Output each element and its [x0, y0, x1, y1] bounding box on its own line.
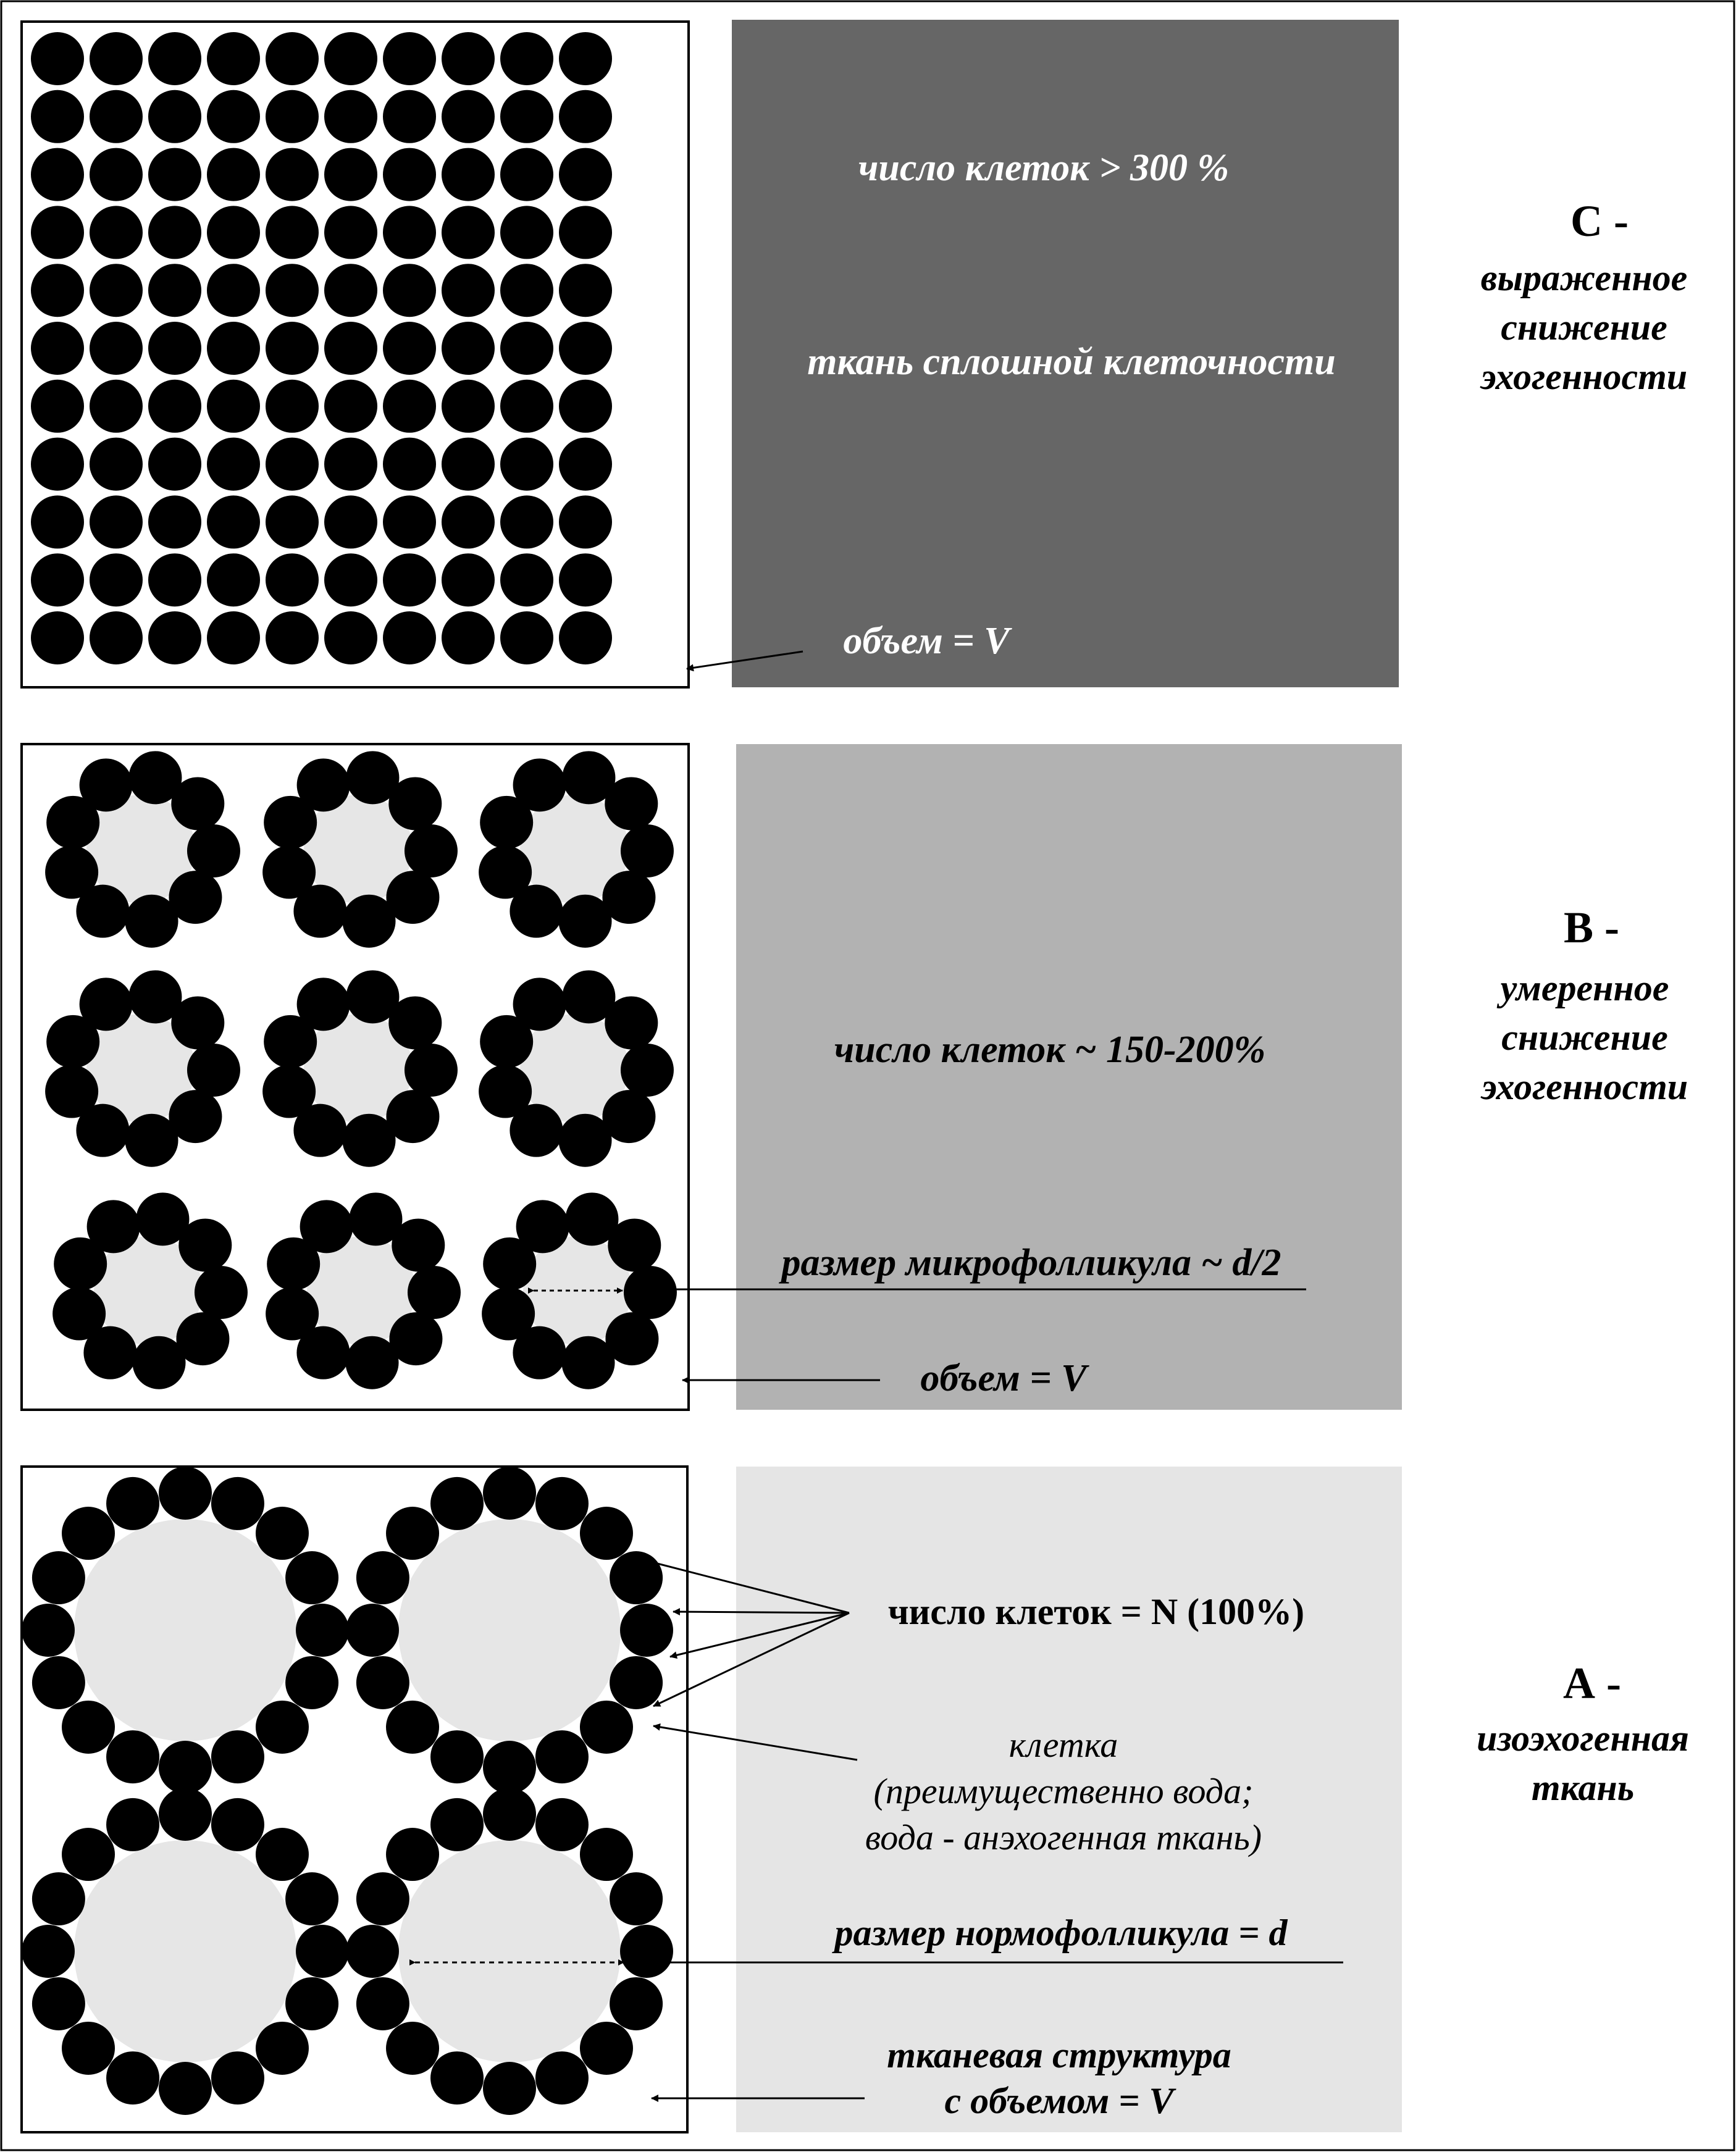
cell [159, 2062, 212, 2115]
cell [346, 1604, 399, 1657]
cell [610, 1656, 663, 1709]
cell [266, 322, 319, 375]
panel-a-cell-count: число клеток = N (100%) [887, 1591, 1305, 1632]
cell [430, 1798, 484, 1851]
cell [22, 1604, 75, 1657]
cell [297, 758, 350, 811]
cell [535, 1798, 589, 1851]
cell [207, 495, 260, 548]
panel-b-volume: объем = V [920, 1357, 1087, 1399]
cell [405, 824, 458, 877]
cell [442, 611, 495, 664]
cell [90, 380, 143, 433]
panel-b-label-box [736, 744, 1402, 1410]
cell [620, 1604, 673, 1657]
cell [559, 322, 612, 375]
cell [32, 1551, 85, 1604]
cell [211, 1798, 264, 1851]
cell [148, 322, 201, 375]
cell [207, 90, 260, 143]
cell [90, 495, 143, 548]
cell [45, 846, 98, 899]
cell [285, 1551, 338, 1604]
cell [383, 438, 436, 491]
cell [356, 1551, 409, 1604]
cell [610, 1977, 663, 2030]
cell [207, 32, 260, 85]
cell [430, 1730, 484, 1783]
cell [211, 1730, 264, 1783]
panel-b-size: размер микрофолликула ~ d/2 [781, 1242, 1281, 1284]
cell [442, 495, 495, 548]
panel-c-desc-1: выраженное [1480, 257, 1688, 298]
cell [324, 438, 377, 491]
cell [32, 1872, 85, 1925]
cell [324, 206, 377, 259]
cell [31, 90, 84, 143]
cell [386, 1507, 439, 1560]
cell [559, 264, 612, 317]
cell [405, 1044, 458, 1097]
cell [559, 438, 612, 491]
cell [31, 148, 84, 201]
colloid [74, 1519, 296, 1741]
cell [266, 90, 319, 143]
cell [386, 1828, 439, 1881]
cell [559, 495, 612, 548]
panel-a-cell-note-3: вода - анэхогенная ткань) [865, 1817, 1262, 1857]
cell [621, 824, 674, 877]
cell [559, 148, 612, 201]
cell [125, 1114, 178, 1167]
panel-b-microfollicles [45, 751, 677, 1389]
cell [500, 264, 553, 317]
cell [482, 1287, 535, 1341]
cell [442, 380, 495, 433]
cell [62, 2022, 115, 2075]
cell [178, 1218, 232, 1271]
cell [148, 495, 201, 548]
cell [605, 777, 658, 830]
cell [187, 1044, 240, 1097]
cell [90, 148, 143, 201]
cell [148, 380, 201, 433]
panel-a-size: размер нормофолликула = d [834, 1912, 1288, 1953]
panel-c-tissue: ткань сплошной клеточности [807, 341, 1336, 383]
cell [90, 553, 143, 606]
cell [32, 1977, 85, 2030]
cell [608, 1218, 661, 1271]
cell [148, 553, 201, 606]
panel-b-letter: В - [1564, 903, 1619, 952]
cell [580, 1701, 633, 1754]
cell [620, 1925, 673, 1978]
cell [133, 1336, 186, 1389]
cell [90, 206, 143, 259]
panel-a-structure-1: тканевая структура [887, 2035, 1231, 2075]
cell [266, 495, 319, 548]
panel-c-desc-2: снижение [1501, 307, 1667, 348]
cell [559, 895, 612, 948]
cell [171, 777, 224, 830]
cell [500, 322, 553, 375]
cell [207, 553, 260, 606]
cell [31, 32, 84, 85]
cell [62, 1828, 115, 1881]
cell [483, 2062, 536, 2115]
cell [430, 1477, 484, 1530]
panel-b-desc-3: эхогенности [1481, 1066, 1688, 1107]
cell [300, 1200, 353, 1253]
cell [159, 1741, 212, 1794]
cell [62, 1701, 115, 1754]
cell [285, 1977, 338, 2030]
cell [442, 206, 495, 259]
cell [383, 322, 436, 375]
cell [256, 1507, 309, 1560]
cell [500, 148, 553, 201]
cell [343, 895, 396, 948]
cell [266, 611, 319, 664]
cell [171, 996, 224, 1049]
cell [559, 553, 612, 606]
cell [148, 148, 201, 201]
cell [605, 996, 658, 1049]
cell [45, 1065, 98, 1118]
cell [297, 978, 350, 1031]
cell [479, 846, 532, 899]
cell [442, 32, 495, 85]
cell [22, 1925, 75, 1978]
cell [211, 2051, 264, 2104]
cell [383, 495, 436, 548]
cell [383, 380, 436, 433]
cell [559, 90, 612, 143]
cell [148, 32, 201, 85]
cell [580, 1507, 633, 1560]
cell [483, 1467, 536, 1520]
cell [256, 1701, 309, 1754]
cell [266, 264, 319, 317]
cell [383, 32, 436, 85]
cell [383, 611, 436, 664]
cell [31, 206, 84, 259]
cell [388, 777, 442, 830]
cell [324, 322, 377, 375]
cell [256, 1828, 309, 1881]
cell [90, 90, 143, 143]
cell [559, 1114, 612, 1167]
cell [559, 380, 612, 433]
cell [256, 2022, 309, 2075]
cell [580, 2022, 633, 2075]
cell [148, 264, 201, 317]
cell [148, 206, 201, 259]
cell [559, 611, 612, 664]
cell [392, 1218, 445, 1271]
cell [408, 1266, 461, 1319]
cell [386, 2022, 439, 2075]
cell [500, 553, 553, 606]
cell [442, 90, 495, 143]
cell [500, 380, 553, 433]
cell [343, 1114, 396, 1167]
cell [285, 1872, 338, 1925]
panel-b-desc-1: умеренное [1500, 968, 1669, 1008]
cell [125, 895, 178, 948]
panel-b-desc-2: снижение [1501, 1017, 1668, 1058]
cell [187, 824, 240, 877]
cell [106, 2051, 159, 2104]
cell [559, 32, 612, 85]
cell [324, 495, 377, 548]
cell [383, 264, 436, 317]
cell [479, 1065, 532, 1118]
cell [442, 553, 495, 606]
cell [324, 264, 377, 317]
cell [262, 846, 316, 899]
panel-a-cell-note-2: (преимущественно вода; [873, 1771, 1254, 1811]
cell [621, 1044, 674, 1097]
cell [148, 438, 201, 491]
cell [207, 322, 260, 375]
cell [80, 758, 133, 811]
cell [207, 380, 260, 433]
cell [90, 438, 143, 491]
cell [500, 611, 553, 664]
cell [500, 495, 553, 548]
cell [356, 1977, 409, 2030]
cell [266, 148, 319, 201]
cell [610, 1872, 663, 1925]
cell [90, 264, 143, 317]
cell [207, 148, 260, 201]
cell [430, 2051, 484, 2104]
cell [207, 264, 260, 317]
cell [442, 148, 495, 201]
panel-a-desc-1: изоэхогенная [1477, 1718, 1689, 1759]
cell [383, 148, 436, 201]
cell [513, 758, 566, 811]
cell [296, 1604, 349, 1657]
cell [266, 32, 319, 85]
cell-pointer-2 [673, 1612, 849, 1613]
cell [346, 1336, 399, 1389]
cell [356, 1872, 409, 1925]
cell [383, 553, 436, 606]
cell [106, 1798, 159, 1851]
cell [442, 264, 495, 317]
cell [535, 1730, 589, 1783]
cell [62, 1507, 115, 1560]
panel-a-letter: А - [1563, 1659, 1621, 1708]
cell [324, 611, 377, 664]
panel-a-structure-2: с объемом = V [944, 2080, 1174, 2121]
cell [52, 1287, 106, 1341]
panel-c-volume: объем = V [843, 620, 1010, 662]
cell [500, 90, 553, 143]
cell [346, 1925, 399, 1978]
cell [535, 1477, 589, 1530]
cell [324, 380, 377, 433]
cell [500, 32, 553, 85]
cell [31, 611, 84, 664]
cell [207, 206, 260, 259]
cell [148, 611, 201, 664]
cell [195, 1266, 248, 1319]
cell [324, 90, 377, 143]
cell [559, 206, 612, 259]
cell [535, 2051, 589, 2104]
colloid [74, 1840, 296, 2062]
cell [266, 206, 319, 259]
panel-a-cell-note-1: клетка [1008, 1725, 1118, 1765]
cell [106, 1477, 159, 1530]
cell [31, 380, 84, 433]
cell [483, 1741, 536, 1794]
cell [356, 1656, 409, 1709]
cell [80, 978, 133, 1031]
cell [324, 553, 377, 606]
cell [266, 438, 319, 491]
cell [207, 438, 260, 491]
cell [383, 90, 436, 143]
cell [31, 264, 84, 317]
cell [383, 206, 436, 259]
cell [106, 1730, 159, 1783]
cell [324, 32, 377, 85]
cell [31, 322, 84, 375]
panel-a-desc-2: ткань [1531, 1767, 1635, 1808]
cell [159, 1788, 212, 1841]
cell [296, 1925, 349, 1978]
cell [513, 978, 566, 1031]
cell [624, 1266, 677, 1319]
cell [90, 322, 143, 375]
cell [31, 438, 84, 491]
cell [90, 32, 143, 85]
cell [207, 611, 260, 664]
panel-c-cell-count: число клеток > 300 % [858, 147, 1230, 189]
cell [285, 1656, 338, 1709]
cell [32, 1656, 85, 1709]
cell [500, 438, 553, 491]
cell [500, 206, 553, 259]
cell [442, 438, 495, 491]
cell [562, 1336, 615, 1389]
panel-b-cell-count: число клеток ~ 150-200% [834, 1029, 1266, 1071]
cell [483, 1788, 536, 1841]
cell [266, 1287, 319, 1341]
panel-c-letter: С - [1570, 196, 1629, 246]
cell [148, 90, 201, 143]
panel-c-desc-3: эхогенности [1480, 356, 1688, 397]
cell [386, 1701, 439, 1754]
cell [324, 148, 377, 201]
cell [262, 1065, 316, 1118]
colloid [398, 1519, 621, 1741]
colloid [398, 1840, 621, 2062]
cell [388, 996, 442, 1049]
cell [442, 322, 495, 375]
cell [610, 1551, 663, 1604]
cell [87, 1200, 140, 1253]
cell [266, 380, 319, 433]
cell [266, 553, 319, 606]
cell [31, 495, 84, 548]
cell [211, 1477, 264, 1530]
cell [31, 553, 84, 606]
cell [580, 1828, 633, 1881]
cell [159, 1467, 212, 1520]
cell [516, 1200, 569, 1253]
cell [90, 611, 143, 664]
